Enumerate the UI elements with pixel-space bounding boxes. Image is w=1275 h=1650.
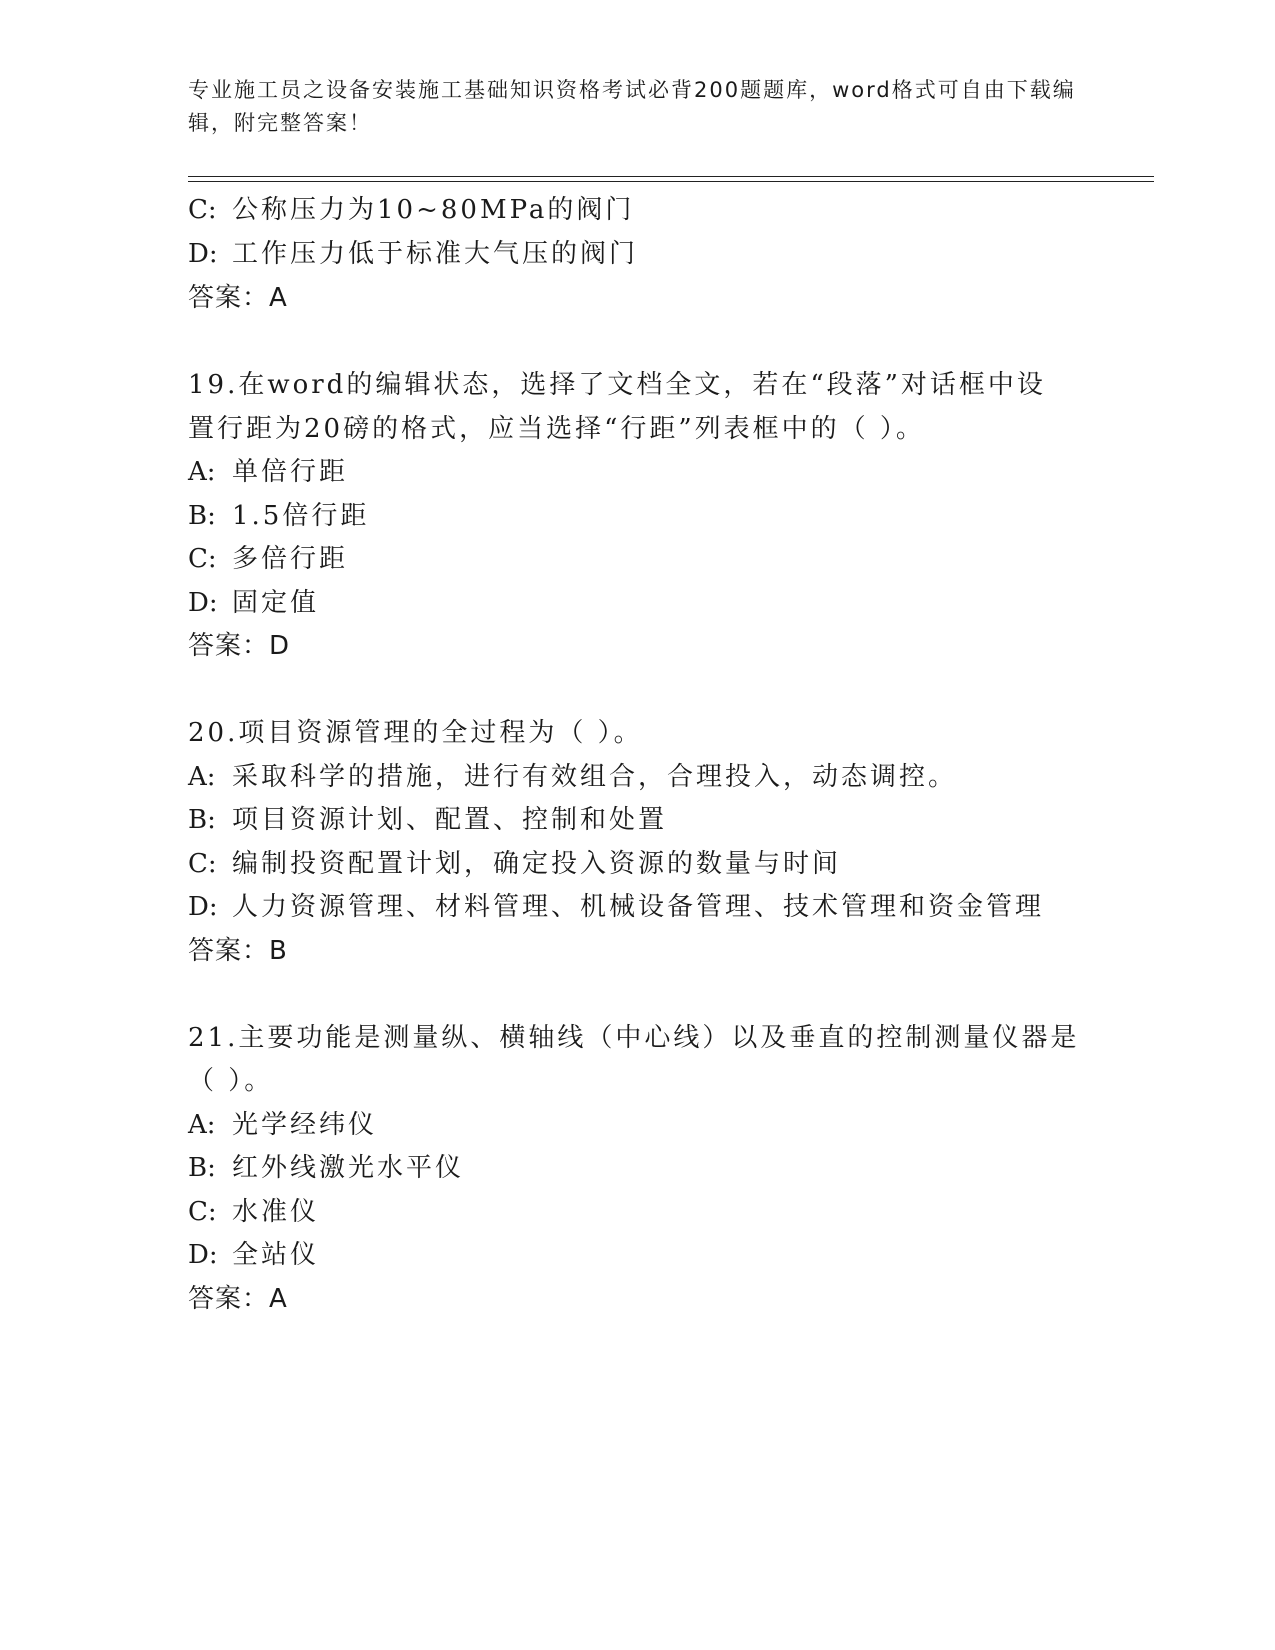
option-d [188,889,1088,925]
option-c [188,192,1088,228]
option-text: 单倍行距 [232,457,349,487]
option-letter: D: [188,892,218,922]
option-text: 公称压力为10~80MPa的阀门 [232,195,635,225]
option-b [188,498,1088,534]
option-c [188,541,1088,577]
option-text: 全站仪 [232,1240,320,1270]
option-letter: B: [188,501,216,531]
option-letter: C: [188,849,217,879]
header-rule-top [188,176,1154,177]
option-letter: A: [188,762,216,792]
option-letter: A: [188,1110,216,1140]
option-text: 1.5倍行距 [232,501,370,531]
option-text: 项目资源计划、配置、控制和处置 [232,805,668,835]
option-text: 光学经纬仪 [232,1110,378,1140]
answer-line: 答案：A [188,283,288,313]
option-letter: A: [188,457,216,487]
option-letter: C: [188,1197,217,1227]
option-text: 人力资源管理、材料管理、机械设备管理、技术管理和资金管理 [232,892,1045,922]
option-text: 采取科学的措施，进行有效组合，合理投入，动态调控。 [232,762,958,792]
option-letter: C: [188,544,217,574]
option-c [188,846,1088,882]
header-rule-bottom [188,181,1154,182]
option-c [188,1194,1088,1230]
question-21-stem-line-1: 21.主要功能是测量纵、横轴线（中心线）以及垂直的控制测量仪器是 [188,1023,1080,1053]
answer-line: 答案：A [188,1284,288,1314]
option-letter: D: [188,239,218,269]
option-b [188,1150,1088,1186]
option-text: 水准仪 [232,1197,320,1227]
option-a [188,759,1088,795]
option-text: 固定值 [232,588,320,618]
document-header: 专业施工员之设备安装施工基础知识资格考试必背200题题库，word格式可自由下载编辑，附完整答案！ [188,78,1076,135]
option-letter: B: [188,805,216,835]
question-19-stem-line-1: 19.在word的编辑状态，选择了文档全文，若在“段落”对话框中设 [188,370,1046,400]
option-d [188,585,1088,621]
option-a [188,454,1088,490]
option-text: 多倍行距 [232,544,349,574]
answer-line: 答案：B [188,936,288,966]
option-text: 红外线激光水平仪 [232,1153,465,1183]
option-letter: D: [188,588,218,618]
option-text: 编制投资配置计划，确定投入资源的数量与时间 [232,849,842,879]
answer-line: 答案：D [188,631,291,661]
question-20-stem-line-1: 20.项目资源管理的全过程为（ ）。 [188,718,643,748]
option-text: 工作压力低于标准大气压的阀门 [232,239,639,269]
question-19-stem-line-2: 置行距为20磅的格式，应当选择“行距”列表框中的（ ）。 [188,414,925,444]
option-a [188,1107,1088,1143]
option-letter: D: [188,1240,218,1270]
option-d [188,236,1088,272]
option-letter: B: [188,1153,216,1183]
option-b [188,802,1088,838]
question-21-stem-line-2: （ ）。 [188,1066,274,1096]
option-letter: C: [188,195,217,225]
option-d [188,1237,1088,1273]
